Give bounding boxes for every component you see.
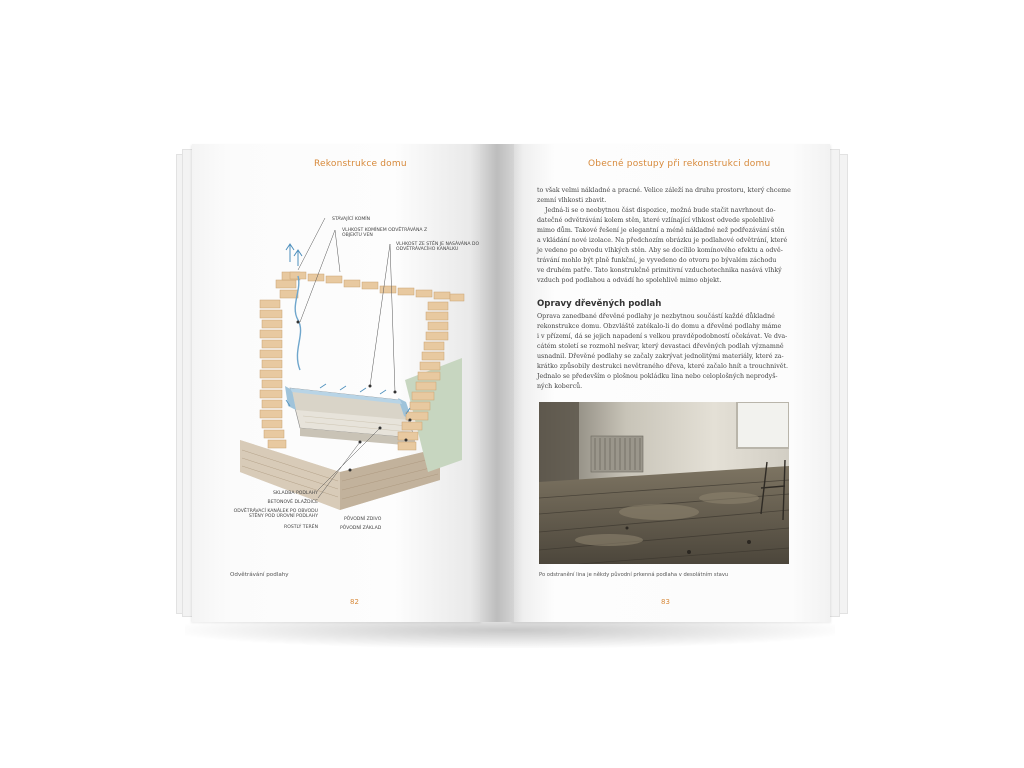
text-line: ných koberců. xyxy=(537,383,583,390)
label-rostly-teren: ROSTLÝ TERÉN xyxy=(284,525,318,530)
text-line: zemní vlhkosti zbavit. xyxy=(537,197,607,204)
paragraph-3 xyxy=(537,312,789,392)
paragraph-1 xyxy=(537,186,789,206)
label-puvodni-zaklad: PŮVODNÍ ZÁKLAD xyxy=(340,526,382,531)
label-vlhkost-ze-sten-1: VLHKOST ZE STĚN JE NASÁVÁNA DO xyxy=(396,242,480,247)
label-stavajici-komin: STÁVAJÍCÍ KOMÍN xyxy=(332,217,371,222)
label-vlhkost-kominem-1: VLHKOST KOMÍNEM ODVĚTRÁVÁNA Z xyxy=(342,228,428,233)
text-line: Oprava zanedbané dřevěné podlahy je nezbytnou součástí každé důkladné xyxy=(537,313,775,320)
text-line: mimo dům. Takové řešení je elegantní a méně nákladné než podřezávání stěn xyxy=(537,227,785,234)
right-page-number: 83 xyxy=(661,598,670,606)
text-line: trávání mohlo být plně funkční, je vyvedeno do otvoru po bývalém záchodu xyxy=(537,257,777,264)
label-betonove-dlazdice: BETONOVÉ DLAŽDICE xyxy=(267,500,318,505)
text-line: vzduch pod podlahou a odvádí ho spolehlivě mimo objekt. xyxy=(537,277,722,284)
text-line: krátko způsobily destrukci nevětraného dřeva, které začalo hnít a trouchnivět. xyxy=(537,363,789,370)
text-line: a vkládání nové izolace. Na předchozím obrázku je podlahové odvětrání, které xyxy=(537,237,788,244)
text-line: i v přízemí, dá se jejich napadení s velkou pravděpodobností očekávat. Ve dva- xyxy=(537,333,788,340)
text-line: datečné odvětrávání kolem stěn, které vzlínající vlhkost odvede spolehlivě xyxy=(537,217,775,224)
text-line: ve druhém patře. Tato konstrukčně primitivní vzduchotechnika nasává vlhký xyxy=(537,267,782,274)
text-line: Jedná-li se o neobytnou část dispozice, možná bude stačit navrhnout do- xyxy=(545,207,776,214)
right-body-text xyxy=(537,186,789,286)
label-vlhkost-kominem-2: OBJEKTU VEN xyxy=(342,233,373,238)
text-line: to však velmi nákladné a pracné. Velice záleží na druhu prostoru, který chceme xyxy=(537,187,791,194)
photo-caption: Po odstranění lina je někdy původní prkenná podlaha v desolátním stavu xyxy=(539,572,729,578)
label-vlhkost-ze-sten-2: ODVĚTRÁVACÍHO KANÁLKU xyxy=(396,247,459,252)
text-line: Jednalo se především o plošnou pokládku lina nebo celoplošných neprodyš- xyxy=(537,373,778,380)
label-puvodni-zdivo: PŮVODNÍ ZDIVO xyxy=(344,517,382,522)
floor-ventilation-diagram xyxy=(230,210,490,510)
left-page-number: 82 xyxy=(350,598,359,606)
text-line: rekonstrukce domu. Obzvláště zatékalo-li do domu a dřevěné podlahy máme xyxy=(537,323,782,330)
text-line: usnadnil. Dřevěné podlahy se začaly zakrývat jednolitými materiály, které za- xyxy=(537,353,784,360)
right-running-head: Obecné postupy při rekonstrukci domu xyxy=(588,159,771,169)
text-line: je vedeno po obvodu vlhkých stěn. Aby se docílilo komínového efektu a odvě- xyxy=(537,247,783,254)
label-skladba-podlahy: SKLADBA PODLAHY xyxy=(272,491,318,496)
section-subheading: Opravy dřevěných podlah xyxy=(537,299,662,309)
right-body-text-2 xyxy=(537,312,789,392)
label-odvetravaci-kanalek-1: ODVĚTRÁVACÍ KANÁLEK PO OBVODU xyxy=(233,509,318,514)
text-line: cátém století se rozmohl nešvar, který devastaci dřevěných podlah významně xyxy=(537,343,784,350)
floor-photo xyxy=(539,402,789,564)
paragraph-2 xyxy=(537,206,789,286)
left-running-head: Rekonstrukce domu xyxy=(314,159,407,169)
left-figure-caption: Odvětrávání podlahy xyxy=(230,572,289,578)
label-odvetravaci-kanalek-2: STĚNY POD ÚROVNÍ PODLAHY xyxy=(248,514,318,519)
